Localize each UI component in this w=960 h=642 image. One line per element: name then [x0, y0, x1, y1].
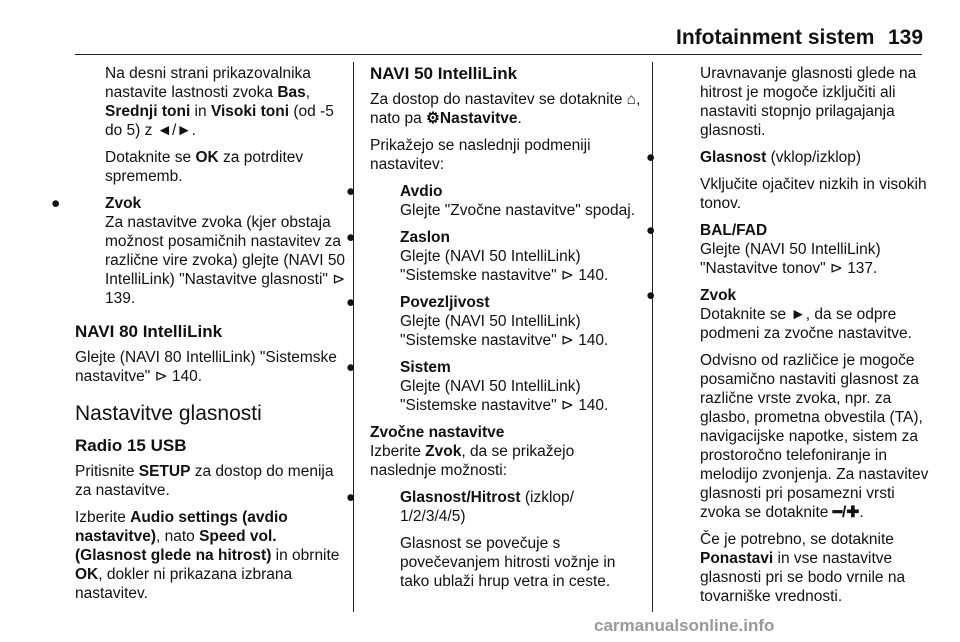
text: . — [517, 110, 522, 127]
bullet-text: Za nastavitve zvoka (kjer obstaja možnost posamičnih nastavitev za različne vire zvoka) glejte (NAVI 50 IntelliLink) "Nastavitve glasnosti" ⊳ 139. — [105, 214, 346, 307]
text: Za dostop do nastavitev se dotaknite ⌂, nato pa — [370, 91, 641, 127]
text: (izklop/ 1/2/3/4/5) — [400, 489, 574, 525]
text-bold: Zvok — [425, 443, 462, 460]
text-bold: Speed vol. (Glasnost glede na hitrost) — [75, 528, 277, 564]
text-bold: Bas — [277, 84, 306, 101]
text-bold: OK — [75, 566, 99, 583]
bullet-icon: ● — [51, 195, 61, 212]
text: za dostop do menija za nastavitve. — [75, 463, 334, 499]
paragraph-bass-mid-treble — [75, 64, 347, 140]
bullet-bal-fad — [646, 221, 932, 278]
bullet-zvok-2 — [646, 286, 932, 522]
paragraph-submenus: Prikažejo se naslednji podmeniji nastavitev: — [370, 137, 591, 173]
text-bold: Audio settings (avdio nastavitve) — [75, 509, 288, 545]
text: . — [859, 504, 864, 521]
header-rule — [75, 54, 922, 55]
bullet-title: Povezljivost — [400, 294, 490, 311]
bullet-text: Glejte (NAVI 50 IntelliLink) "Sistemske nastavitve" ⊳ 140. — [400, 378, 609, 414]
column-3 — [646, 64, 932, 614]
bullet-icon: ● — [646, 149, 656, 166]
bullet-zaslon — [346, 228, 642, 285]
bullet-title: Zaslon — [400, 229, 450, 246]
minus-plus-icon: ━/✚ — [832, 504, 860, 521]
paragraph-navi80: Glejte (NAVI 80 IntelliLink) "Sistemske nastavitve" ⊳ 140. — [75, 349, 337, 385]
bullet-title: BAL/FAD — [700, 222, 768, 239]
bullet-title: Glasnost/Hitrost — [400, 489, 521, 506]
header-title: Infotainment sistem — [676, 26, 875, 49]
text: in obrnite — [271, 547, 340, 564]
bullet-icon: ● — [346, 294, 356, 311]
text-bold: Srednji toni — [105, 103, 191, 120]
bullet-icon: ● — [646, 287, 656, 304]
bullet-icon: ● — [646, 222, 656, 239]
text: (od -5 do 5) z ◄/►. — [105, 103, 334, 139]
bullet-icon: ● — [346, 229, 356, 246]
text: Odvisno od različice je mogoče posamično nastaviti glasnost za različne vrste zvoka, npr. za glasbo, prometna obvestila (TA), navigacijske napotke, sistem za prostoročno telefoniranje in melodijo zvonjenja. Za nastavitev glasnosti pri posamezni vrsti zvoka se dotaknite — [700, 352, 929, 521]
bullet-text: Glejte (NAVI 50 IntelliLink) "Sistemske nastavitve" ⊳ 140. — [400, 313, 609, 349]
text: in — [190, 103, 211, 120]
paragraph-speed-volume: Uravnavanje glasnosti glede na hitrost je mogoče izključiti ali nastaviti stopnjo prilagajanja glasnosti. — [700, 65, 917, 139]
text: Pritisnite — [75, 463, 139, 480]
text: , — [305, 84, 311, 101]
column-1 — [51, 64, 347, 611]
bullet-text: Glejte (NAVI 50 IntelliLink) "Nastavitve tonov" ⊳ 137. — [700, 241, 881, 277]
bullet-text: Glasnost se povečuje s povečevanjem hitrosti vožnje in tako ublaži hrup vetra in ceste. — [400, 535, 616, 590]
paragraph-setup — [75, 462, 347, 500]
bullet-zvok — [51, 194, 347, 308]
column-divider-2 — [652, 62, 653, 612]
bullet-text-2 — [700, 351, 932, 522]
text: Dotaknite se — [105, 149, 196, 166]
bullet-title: Avdio — [400, 183, 443, 200]
paragraph-audio-settings — [75, 508, 347, 603]
text-bold: Ponastavi — [700, 550, 774, 567]
column-2 — [346, 64, 642, 599]
bullet-title: Glasnost — [700, 149, 767, 166]
bullet-sistem — [346, 358, 642, 415]
text: Na desni strani prikazovalnika nastavite lastnosti zvoka — [105, 65, 311, 101]
bullet-title: Zvok — [105, 195, 142, 212]
bullet-title: Sistem — [400, 359, 451, 376]
heading-navi80: NAVI 80 IntelliLink — [75, 322, 223, 341]
heading-radio15: Radio 15 USB — [75, 436, 187, 455]
bullet-glasnost — [646, 148, 932, 213]
paragraph-confirm — [75, 148, 347, 186]
text-bold: Visoki toni — [210, 103, 290, 120]
text: za potrditev sprememb. — [105, 149, 304, 185]
paragraph-access — [370, 90, 642, 128]
bullet-title: Zvok — [700, 287, 737, 304]
text-bold: ⚙Nastavitve — [426, 110, 518, 127]
section-title: Nastavitve glasnosti — [75, 402, 262, 425]
text: in vse nastavitve glasnosti pri se bodo vrnile na tovarniške vrednosti. — [700, 550, 906, 605]
bullet-icon: ● — [346, 183, 356, 200]
text: , dokler ni prikazana izbrana nastavitev. — [75, 566, 293, 602]
bullet-povezljivost — [346, 293, 642, 350]
text-bold: OK — [195, 149, 219, 166]
heading-sound-settings: Zvočne nastavitve — [370, 424, 505, 441]
bullet-text: Glejte (NAVI 50 IntelliLink) "Sistemske nastavitve" ⊳ 140. — [400, 248, 609, 284]
paragraph-select-sound — [370, 442, 642, 480]
heading-navi50: NAVI 50 IntelliLink — [370, 64, 518, 83]
bullet-glasnost-hitrost — [346, 488, 642, 591]
paragraph-reset — [670, 530, 932, 606]
text: Izberite — [75, 509, 131, 526]
bullet-icon: ● — [346, 489, 356, 506]
bullet-text: Vključite ojačitev nizkih in visokih tonov. — [700, 176, 927, 212]
bullet-text: Glejte "Zvočne nastavitve" spodaj. — [400, 202, 636, 219]
column-divider-1 — [353, 62, 354, 612]
text: , da se prikažejo naslednje možnosti: — [370, 443, 575, 479]
bullet-avdio — [346, 182, 642, 220]
watermark: carmanualsonline.info — [594, 616, 775, 635]
text-bold: SETUP — [138, 463, 191, 480]
text: Izberite — [370, 443, 426, 460]
text: Če je potrebno, se dotaknite — [700, 531, 894, 548]
text: (vklop/izklop) — [766, 149, 862, 166]
text: , nato — [155, 528, 200, 545]
bullet-text: Dotaknite se ►, da se odpre podmeni za zvočne nastavitve. — [700, 306, 912, 342]
page-number: 139 — [888, 26, 924, 49]
bullet-icon: ● — [346, 359, 356, 376]
